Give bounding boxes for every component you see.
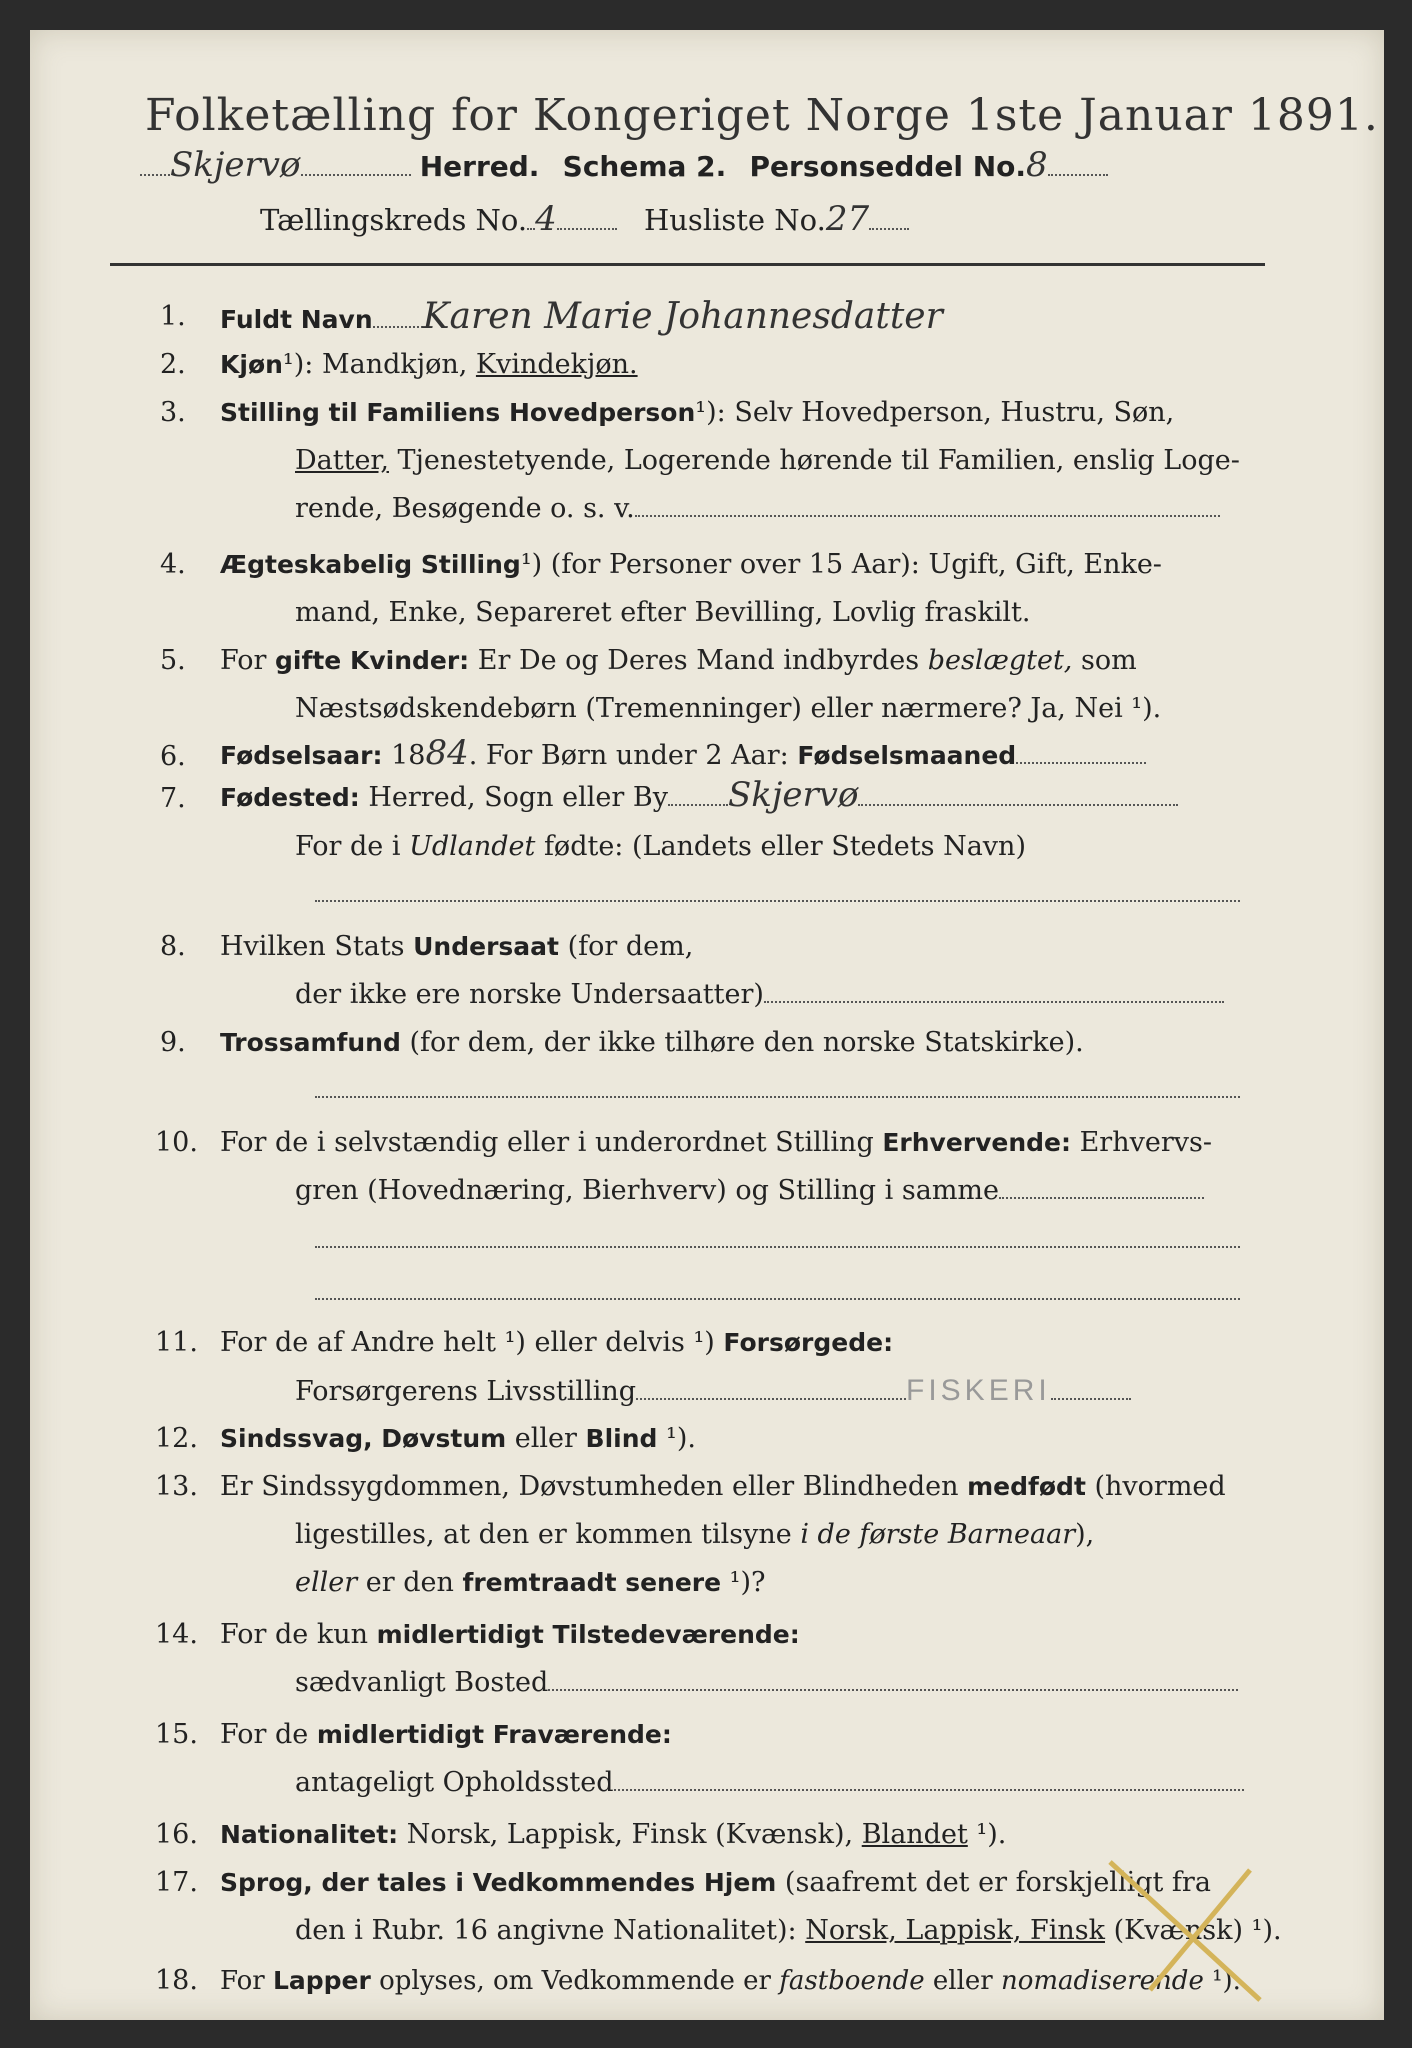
item-17-line-2	[295, 1914, 1282, 1948]
temporary-absent-label: midlertidigt Fraværende:	[316, 1720, 672, 1749]
later-onset-label: fremtraadt senere	[462, 1568, 722, 1597]
item-2	[220, 348, 638, 382]
census-form-page	[30, 30, 1384, 2020]
item-13-line-2	[295, 1518, 1094, 1552]
husliste-value: 27	[825, 199, 870, 239]
item-7-line-2	[295, 830, 1026, 864]
item-13-line-3	[295, 1566, 766, 1600]
item-11-prefix: For de af Andre helt ¹) eller delvis ¹)	[220, 1327, 724, 1358]
item-number: 10.	[155, 1127, 198, 1158]
family-position-options-3: rende, Besøgende o. s. v.	[295, 493, 635, 524]
religion-text: (for dem, der ikke tilhøre den norske Statskirke).	[400, 1027, 1084, 1058]
item-8-line-2	[295, 978, 1224, 1012]
item-18-prefix: For	[220, 1966, 273, 1996]
religion-label: Trossamfund	[220, 1028, 401, 1057]
item-3-line-2	[295, 444, 1240, 478]
lapps-label: Lapper	[272, 1966, 371, 1995]
marital-status-label: Ægteskabelig Stilling	[220, 550, 521, 579]
item-8-line-1	[220, 930, 693, 964]
full-name-label: Fuldt Navn	[220, 305, 373, 334]
item-number: 18.	[155, 1965, 198, 1996]
disability-label: Sindssvag, Døvstum	[220, 1424, 507, 1453]
usual-residence-label: sædvanligt Bosted	[295, 1667, 549, 1698]
item-3-line-1	[220, 396, 1174, 430]
footnote-mark: ¹)	[695, 397, 717, 428]
husliste-label: Husliste No.	[643, 203, 826, 237]
item-5-text-end: som	[1072, 645, 1137, 676]
birthplace-text: Herred, Sogn eller By	[359, 782, 668, 813]
supported-label: Forsørgede:	[723, 1328, 894, 1357]
kreds-value: 4	[535, 199, 557, 239]
item-14-line-2	[295, 1666, 1238, 1700]
item-number: 3.	[160, 397, 186, 428]
family-position-selected: Datter,	[295, 445, 389, 476]
footnote-mark: ¹)	[282, 349, 305, 380]
congenital-label: medfødt	[967, 1472, 1086, 1501]
kreds-label: Tællingskreds No.	[260, 203, 528, 237]
item-number: 9.	[160, 1027, 186, 1058]
item-5-text: Er De og Deres Mand indbyrdes	[469, 645, 928, 676]
item-number: 11.	[155, 1327, 198, 1358]
herred-value: Skjervø	[170, 145, 301, 185]
item-13-text-3: er den	[357, 1567, 463, 1598]
herred-label: Herred.	[419, 150, 540, 183]
item-number: 16.	[155, 1819, 198, 1850]
full-name-value: Karen Marie Johannesdatter	[422, 296, 943, 337]
married-women-label: gifte Kvinder:	[275, 646, 470, 675]
item-13-text-2-end: ),	[1075, 1519, 1095, 1550]
item-18	[220, 1964, 1241, 1998]
birth-month-label: Fødselsmaaned	[797, 741, 1017, 770]
birth-year-label: Fødselsaar:	[220, 741, 383, 770]
blind-label: Blind	[585, 1424, 658, 1453]
kreds-line	[260, 199, 909, 239]
temporary-present-label: midlertidigt Tilstedeværende:	[376, 1620, 800, 1649]
item-number: 8.	[160, 931, 186, 962]
item-10-line-1	[220, 1126, 1212, 1160]
dotted-line	[315, 1076, 1240, 1098]
item-5-line-2: Næstsødskendebørn (Tremenninger) eller nærmere? Ja, Nei ¹).	[295, 693, 1162, 724]
item-15-prefix: For de	[220, 1719, 317, 1750]
probable-residence-label: antageligt Opholdssted	[295, 1767, 614, 1798]
item-4-line-1	[220, 548, 1162, 582]
item-number: 6.	[160, 741, 186, 772]
item-number: 14.	[155, 1619, 198, 1650]
form-title: Folketælling for Kongeriget Norge 1ste Januar 1891.	[145, 90, 1379, 141]
herred-line	[140, 145, 1108, 185]
footnote-mark: ¹).	[967, 1819, 1007, 1850]
personseddel-label: Personseddel No.	[749, 150, 1027, 183]
item-8-text: (for dem,	[558, 931, 694, 962]
item-10-text: Erhvervs-	[1071, 1127, 1212, 1158]
item-13-line-1	[220, 1470, 1226, 1504]
abroad-prefix: For de i	[295, 831, 410, 862]
item-17-text: (saafremt det er forskjelligt fra	[776, 1867, 1211, 1898]
item-15-line-2	[295, 1766, 1244, 1800]
item-17-text-2: den i Rubr. 16 angivne Nationalitet):	[295, 1915, 806, 1946]
citizenship-label: Undersaat	[413, 932, 559, 961]
item-5-prefix: For	[220, 645, 276, 676]
occupation-label: Erhvervende:	[882, 1128, 1072, 1157]
footnote-mark: ¹).	[1203, 1966, 1241, 1996]
footnote-mark: ¹)	[520, 549, 543, 580]
birthplace-label: Fødested:	[220, 783, 360, 812]
item-13-italic: i de første Barneaar	[800, 1519, 1076, 1550]
dotted-line	[315, 1278, 1240, 1300]
item-6	[220, 733, 1146, 773]
item-10-text-2: gren (Hovednæring, Bierhverv) og Stilling i samme	[295, 1175, 1000, 1206]
item-13-text: (hvormed	[1085, 1471, 1226, 1502]
birthplace-value: Skjervø	[727, 775, 859, 815]
dotted-line	[315, 1226, 1240, 1248]
item-14-line-1	[220, 1618, 800, 1652]
nationality-label: Nationalitet:	[220, 1820, 399, 1849]
item-13-text-3-end: ¹)?	[721, 1567, 766, 1598]
nationality-options: Norsk, Lappisk, Finsk (Kvænsk),	[398, 1819, 862, 1850]
item-17-text-2-end: (Kvænsk) ¹).	[1104, 1915, 1282, 1946]
item-8-text-2: der ikke ere norske Undersaatter)	[295, 979, 764, 1010]
schema-label: Schema 2.	[562, 150, 727, 183]
disability-text: eller	[506, 1423, 586, 1454]
item-number: 2.	[160, 349, 186, 380]
provider-occupation-label: Forsørgerens Livsstilling	[295, 1376, 637, 1407]
language-selected: Norsk, Lappisk, Finsk	[805, 1915, 1105, 1946]
item-number: 5.	[160, 645, 186, 676]
item-number: 17.	[155, 1867, 198, 1898]
dotted-line	[315, 880, 1240, 902]
family-position-label: Stilling til Familiens Hovedperson	[220, 398, 696, 427]
item-4-line-2: mand, Enke, Separeret efter Bevilling, Lovlig fraskilt.	[295, 597, 1031, 628]
sex-label: Kjøn	[220, 350, 283, 379]
item-5-line-1	[220, 644, 1137, 678]
item-5-italic: beslægtet,	[927, 645, 1073, 676]
item-18-text: oplyses, om Vedkommende er	[370, 1966, 780, 1996]
item-14-prefix: For de kun	[220, 1619, 377, 1650]
item-17-line-1	[220, 1866, 1211, 1900]
sex-selected: Kvindekjøn.	[475, 349, 638, 380]
item-number: 4.	[160, 549, 186, 580]
item-18-italic-1: fastboende	[779, 1966, 925, 1996]
item-3-line-3	[295, 492, 1220, 526]
item-12	[220, 1422, 696, 1456]
item-number: 1.	[160, 301, 186, 332]
item-13-italic-2: eller	[295, 1567, 358, 1598]
item-13-text-2: ligestilles, at den er kommen tilsyne	[295, 1519, 801, 1550]
item-10-prefix: For de i selvstændig eller i underordnet Stilling	[220, 1127, 883, 1158]
item-18-italic-2: nomadiserende	[1001, 1966, 1204, 1996]
item-13-prefix: Er Sindssygdommen, Døvstumheden eller Blindheden	[220, 1471, 968, 1502]
footnote-mark: ¹).	[657, 1423, 696, 1454]
provider-occupation-value: FISKERI	[906, 1374, 1051, 1407]
birth-year-value: 84	[425, 733, 469, 773]
item-number: 15.	[155, 1719, 198, 1750]
personseddel-value: 8	[1026, 145, 1048, 185]
item-11-line-1	[220, 1326, 893, 1360]
item-11-line-2	[295, 1374, 1131, 1409]
family-position-options: : Selv Hovedperson, Hustru, Søn,	[716, 397, 1175, 428]
item-number: 12.	[155, 1423, 198, 1454]
item-15-line-1	[220, 1718, 672, 1752]
item-number: 13.	[155, 1471, 198, 1502]
item-1	[220, 296, 943, 337]
abroad-italic: Udlandet	[409, 831, 536, 862]
item-9	[220, 1026, 1084, 1060]
item-8-prefix: Hvilken Stats	[220, 931, 414, 962]
item-number: 7.	[160, 783, 186, 814]
sex-options: : Mandkjøn,	[304, 349, 476, 380]
nationality-selected: Blandet	[861, 1819, 968, 1850]
birth-year-prefix: 18	[382, 740, 426, 771]
item-7-line-1	[220, 775, 1178, 815]
birth-month-text: . For Børn under 2 Aar:	[468, 740, 798, 771]
abroad-text: fødte: (Landets eller Stedets Navn)	[535, 831, 1026, 862]
item-18-mid: eller	[924, 1966, 1001, 1996]
header-rule	[110, 263, 1265, 266]
marital-status-options: (for Personer over 15 Aar): Ugift, Gift, Enke-	[542, 549, 1162, 580]
item-10-line-2	[295, 1174, 1204, 1208]
item-16	[220, 1818, 1006, 1852]
language-label: Sprog, der tales i Vedkommendes Hjem	[220, 1868, 777, 1897]
family-position-options-2: Tjenestetyende, Logerende hørende til Familien, enslig Loge-	[388, 445, 1240, 476]
